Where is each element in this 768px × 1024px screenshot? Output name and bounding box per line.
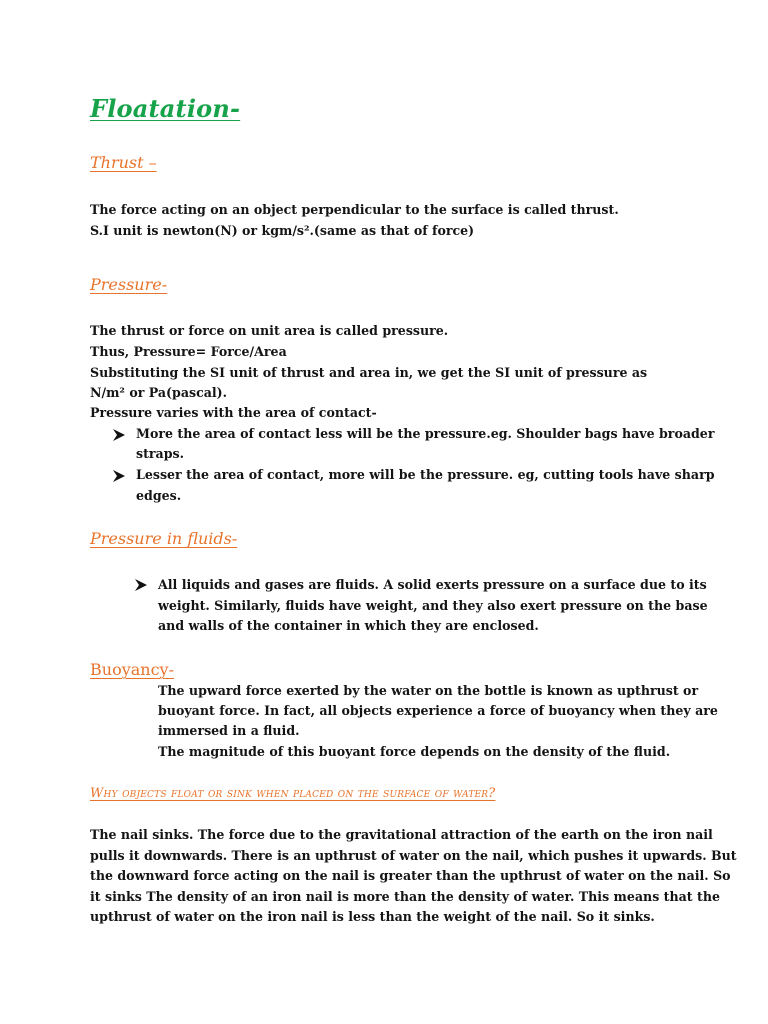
float-sink-line5: upthrust of water on the iron nail is less than the weight of the nail. So it sinks.: [90, 909, 655, 924]
pressure-formula: Thus, Pressure= Force/Area: [90, 344, 287, 359]
pressure-bullet-1-line2: straps.: [136, 446, 184, 461]
pressure-bullet-2-line2: edges.: [136, 488, 182, 503]
thrust-si-unit: S.I unit is newton(N) or kgm/s².(same as that of force): [90, 223, 475, 238]
thrust-definition: The force acting on an object perpendicular to the surface is called thrust.: [90, 202, 619, 217]
fluids-bullet-line3: and walls of the container in which they are enclosed.: [158, 618, 539, 633]
arrow-bullet-icon: [112, 428, 126, 442]
arrow-bullet-icon: [112, 469, 126, 483]
pressure-bullet-1-line1: More the area of contact less will be the pressure.eg. Shoulder bags have broader: [136, 426, 715, 441]
float-sink-line1: The nail sinks. The force due to the gravitational attraction of the earth on the iron nail: [90, 827, 713, 842]
heading-buoyancy: Buoyancy-: [90, 660, 174, 679]
heading-float-or-sink: Why objects float or sink when placed on the surface of water?: [90, 786, 496, 801]
float-sink-line4: it sinks The density of an iron nail is more than the density of water. This means that the: [90, 888, 720, 904]
heading-pressure: Pressure-: [90, 275, 168, 294]
pressure-si-unit-line2: N/m² or Pa(pascal).: [90, 385, 228, 400]
fluids-bullet-line1: All liquids and gases are fluids. A solid exerts pressure on a surface due to its: [158, 577, 707, 592]
pressure-definition: The thrust or force on unit area is called pressure.: [90, 323, 449, 338]
float-sink-line3: the downward force acting on the nail is greater than the upthrust of water on the nail. So: [90, 868, 731, 883]
float-sink-line2: pulls it downwards. There is an upthrust of water on the nail, which pushes it upwards. But: [90, 847, 737, 863]
buoyancy-line2: buoyant force. In fact, all objects experience a force of buoyancy when they are: [158, 703, 718, 718]
arrow-bullet-icon: [134, 578, 148, 592]
buoyancy-line3: immersed in a fluid.: [158, 723, 300, 738]
pressure-bullet-2-line1: Lesser the area of contact, more will be the pressure. eg, cutting tools have sharp: [136, 467, 715, 482]
heading-thrust: Thrust –: [90, 153, 157, 172]
buoyancy-line4: The magnitude of this buoyant force depends on the density of the fluid.: [158, 744, 671, 759]
pressure-si-unit-line1: Substituting the SI unit of thrust and area in, we get the SI unit of pressure as: [90, 365, 648, 380]
fluids-bullet-line2: weight. Similarly, fluids have weight, and they also exert pressure on the base: [158, 598, 708, 613]
pressure-area-intro: Pressure varies with the area of contact-: [90, 405, 377, 420]
buoyancy-line1: The upward force exerted by the water on the bottle is known as upthrust or: [158, 683, 699, 698]
page-title: Floatation-: [90, 94, 241, 123]
heading-pressure-in-fluids: Pressure in fluids-: [90, 529, 238, 548]
